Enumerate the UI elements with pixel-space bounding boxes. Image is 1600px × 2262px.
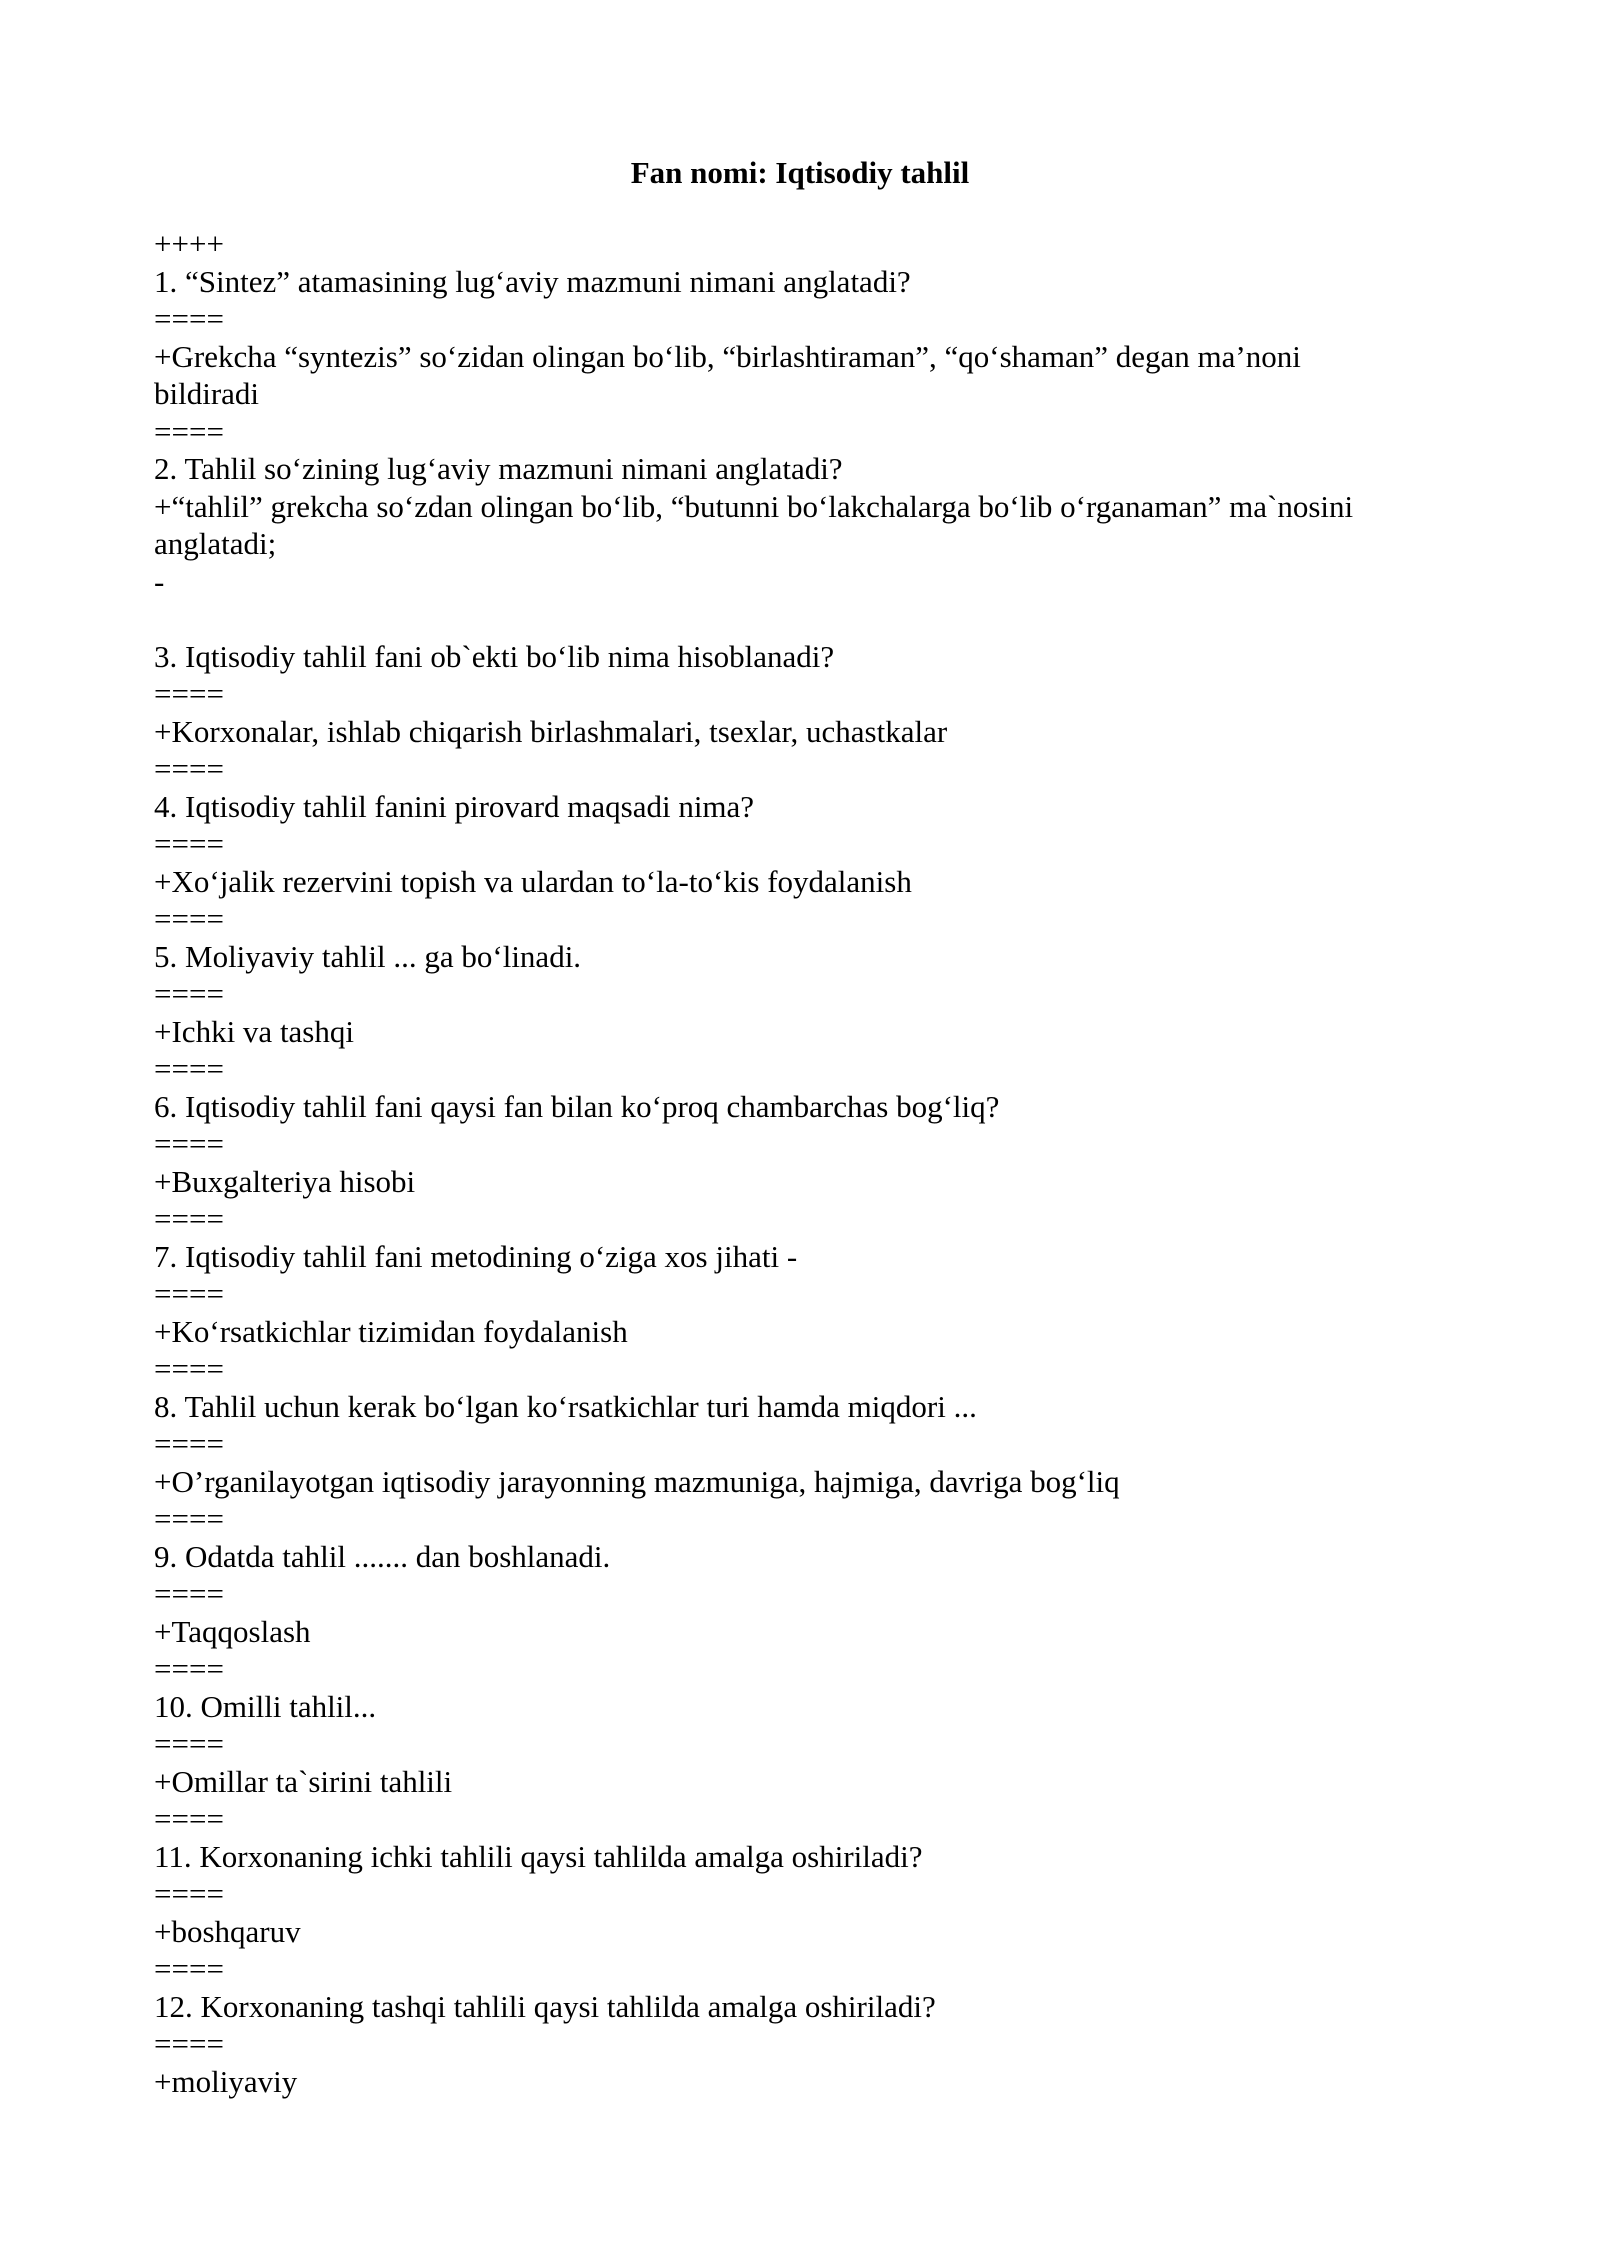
question-line: 4. Iqtisodiy tahlil fanini pirovard maqsadi nima? [154,788,755,824]
document-title: Fan nomi: Iqtisodiy tahlil [630,155,970,190]
answer-line: bildiradi [154,376,260,411]
answer-line: +“tahlil” grekcha so‘zdan olingan bo‘lib, “butunni bo‘lakchalarga bo‘lib o‘rganaman” ma`nosini [154,488,1354,524]
question-line: 8. Tahlil uchun kerak bo‘lgan ko‘rsatkichlar turi hamda miqdori ... [154,1388,977,1424]
separator-line: ==== [154,1651,224,1686]
separator-line: ==== [154,301,224,336]
answer-line: +O’rganilayotgan iqtisodiy jarayonning mazmuniga, hajmiga, davriga bog‘liq [154,1463,1120,1499]
question-line: 12. Korxonaning tashqi tahlili qaysi tahlilda amalga oshiriladi? [154,1988,936,2024]
answer-line: +boshqaruv [154,1913,301,1949]
question-line: 10. Omilli tahlil... [154,1688,377,1724]
document-body [154,225,1454,2100]
separator-line: ==== [154,1801,224,1836]
answer-line: +moliyaviy [154,2063,298,2099]
separator-line: ==== [154,901,224,936]
separator-line: ==== [154,1276,224,1311]
separator-line: ==== [154,826,224,861]
question-line: 7. Iqtisodiy tahlil fani metodining o‘ziga xos jihati - [154,1238,798,1274]
separator-line: ==== [154,1201,224,1236]
separator-line: ==== [154,1351,224,1386]
separator-line: ==== [154,1501,224,1536]
answer-line: +Taqqoslash [154,1613,311,1649]
separator-line: ==== [154,1951,224,1986]
separator-line: ==== [154,1876,224,1911]
answer-line: +Ichki va tashqi [154,1013,354,1049]
question-line: 5. Moliyaviy tahlil ... ga bo‘linadi. [154,938,582,974]
separator-line: ==== [154,1051,224,1086]
separator-line: ==== [154,1576,224,1611]
separator-line: ==== [154,413,224,449]
text-line: ++++ [154,226,224,261]
separator-line: ==== [154,1426,224,1461]
separator-line: ==== [154,751,224,786]
answer-line: +Xo‘jalik rezervini topish va ulardan to‘la-to‘kis foydalanish [154,863,912,899]
separator-line: ==== [154,976,224,1011]
answer-line: +Ko‘rsatkichlar tizimidan foydalanish [154,1313,628,1349]
question-line: 3. Iqtisodiy tahlil fani ob`ekti bo‘lib nima hisoblanadi? [154,638,835,674]
separator-line: ==== [154,2026,224,2061]
question-line: 11. Korxonaning ichki tahlili qaysi tahlilda amalga oshiriladi? [154,1838,923,1874]
answer-line: anglatadi; [154,526,277,561]
question-line: 1. “Sintez” atamasining lug‘aviy mazmuni nimani anglatadi? [154,263,911,299]
text-line: - [154,563,165,599]
blank-line [154,600,1454,638]
separator-line: ==== [154,1126,224,1161]
answer-line: +Buxgalteriya hisobi [154,1163,416,1199]
question-line: 2. Tahlil so‘zining lug‘aviy mazmuni nimani anglatadi? [154,451,843,486]
separator-line: ==== [154,1726,224,1761]
answer-line: +Korxonalar, ishlab chiqarish birlashmalari, tsexlar, uchastkalar [154,713,948,749]
answer-line: +Omillar ta`sirini tahlili [154,1763,453,1799]
question-line: 6. Iqtisodiy tahlil fani qaysi fan bilan ko‘proq chambarchas bog‘liq? [154,1088,1000,1124]
separator-line: ==== [154,676,224,711]
question-line: 9. Odatda tahlil ....... dan boshlanadi. [154,1538,611,1574]
answer-line: +Grekcha “syntezis” so‘zidan olingan bo‘lib, “birlashtiraman”, “qo‘shaman” degan ma’noni [154,338,1301,374]
